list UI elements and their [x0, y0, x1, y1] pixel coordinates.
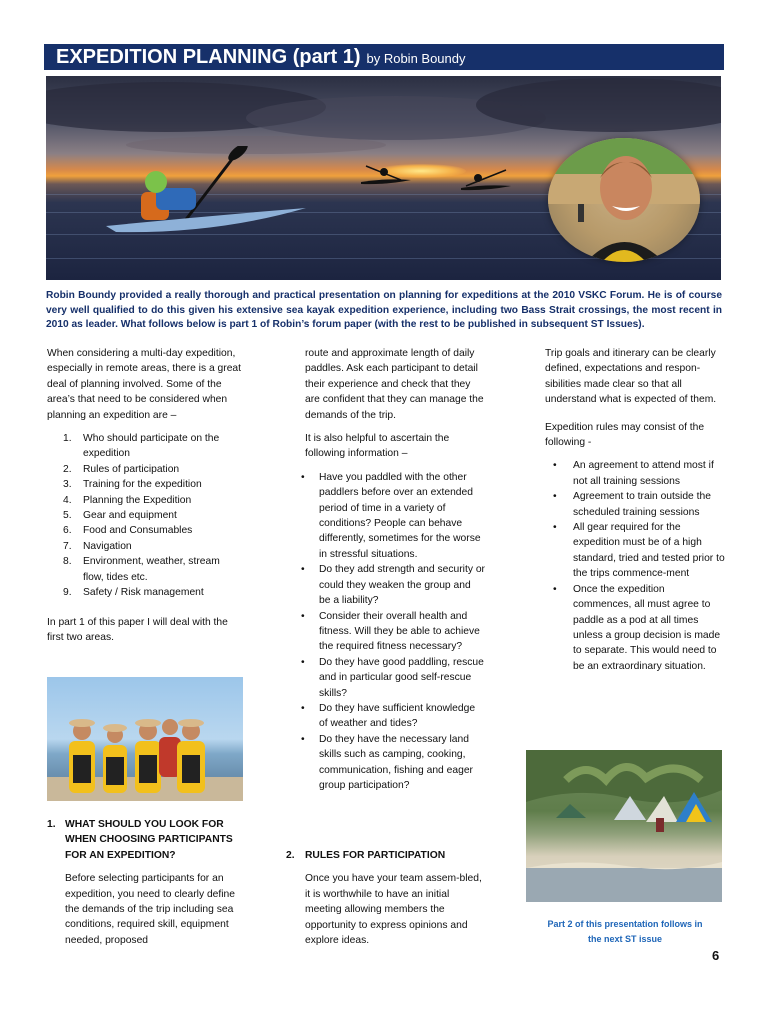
campsite-photo — [526, 750, 722, 902]
expedition-rules-list — [545, 458, 725, 674]
participant-questions-list — [301, 470, 485, 794]
continuation-paragraph: route and approximate length of daily paddles. Ask each participant to detail their experience and check that they are confident that they can manage the demands of the trip. — [305, 348, 484, 421]
bullet: • — [553, 583, 557, 595]
list-item: 4. Planning the Expedition — [63, 494, 192, 506]
section-1-paragraph: Before selecting participants for an expedition, you need to clearly define the demands of the trip including sea conditions, required skill, equipment needed, proposed — [65, 873, 236, 946]
group-photo — [47, 677, 243, 801]
bullet: • — [553, 522, 557, 534]
list-item: 6. Food and Consumables — [63, 525, 193, 537]
distant-kayaker-2 — [456, 168, 516, 192]
bullet: • — [301, 610, 305, 622]
article-title: EXPEDITION PLANNING (part 1) — [56, 46, 361, 68]
list-item: • Once the expedition commences, all must agree to paddle as a pod at all times unless a group decision is made to separate. This would need to be an extraordinary situation. — [553, 583, 721, 672]
column-3 — [545, 346, 725, 684]
distant-kayaker-1 — [356, 162, 416, 186]
bullet: • — [301, 702, 305, 714]
list-item: • All gear required for the expedition must be of a high standard, tried and tested prior to the trips commence-ment — [553, 522, 725, 580]
part1-paragraph: In part 1 of this paper I will deal with the first two areas. — [47, 616, 228, 643]
list-item: 7. Navigation — [63, 540, 132, 552]
continuation-note: Part 2 of this presentation follows in the next ST issue — [547, 919, 703, 944]
photo-caption: Robin Boundy provided a really thorough and practical presentation on planning for expeditions at the 2010 VSKC Forum. He is of course very well qualified to do this given his extensive sea kayak expedition experience, including two Bass Strait crossings, the most recent in 2010 as leader. What follows below is part 1 of Robin’s forum paper (with the rest to be published in subsequent ST Issues). — [46, 290, 722, 330]
list-item: 1. Who should participate on the expedition — [63, 433, 220, 460]
section-2 — [286, 848, 486, 956]
list-item: 3. Training for the expedition — [63, 479, 202, 491]
list-item: • Consider their overall health and fitness. Will they be able to achieve the required fitness necessary? — [301, 610, 480, 653]
list-item: 5. Gear and equipment — [63, 510, 177, 522]
list-item: 8. Environment, weather, stream flow, tides etc. — [63, 556, 220, 583]
helpful-paragraph: It is also helpful to ascertain the following information – — [305, 433, 450, 460]
section-2-heading: 2. RULES FOR PARTICIPATION — [286, 850, 446, 861]
section-2-paragraph: Once you have your team assem-bled, it is worthwhile to have an initial meeting allowing members the opportunity to express opinions and explore ideas. — [305, 873, 482, 947]
kayaker-silhouette — [86, 146, 326, 246]
list-item: • Do they have the necessary land skills such as camping, cooking, communication, fishing and eager group participation? — [301, 733, 473, 791]
rules-intro-paragraph: Expedition rules may consist of the following - — [545, 421, 705, 449]
trip-goals-paragraph: Trip goals and itinerary can be clearly defined, expectations and respon-sibilities made clear so that all understand what is expected of them. — [545, 348, 717, 406]
column-1 — [47, 346, 243, 653]
list-item: • Do they have sufficient knowledge of weather and tides? — [301, 702, 476, 730]
section-1-heading: 1. WHAT SHOULD YOU LOOK FOR WHEN CHOOSING PARTICIPANTS FOR AN EXPEDITION? — [47, 819, 233, 861]
list-item: • Do they add strength and security or could they weaken the group and be a liability? — [301, 564, 485, 607]
bullet: • — [301, 656, 305, 668]
title-bar — [44, 44, 724, 70]
author-portrait — [548, 138, 700, 262]
list-item: • Agreement to train outside the scheduled training sessions — [553, 491, 711, 518]
list-item: • Do they have good paddling, rescue and in particular good self-rescue skills? — [301, 656, 484, 699]
bullet: • — [553, 460, 557, 472]
sunset-kayak-photo — [46, 76, 721, 280]
column-2 — [301, 346, 485, 803]
section-1 — [47, 817, 243, 956]
list-item: • An agreement to attend most if not all training sessions — [553, 460, 714, 487]
bullet: • — [553, 491, 557, 503]
planning-areas-list — [63, 431, 243, 600]
list-item: 2. Rules of participation — [63, 463, 180, 475]
bullet: • — [301, 733, 305, 745]
article-byline: by Robin Boundy — [366, 51, 466, 66]
bullet: • — [301, 564, 305, 576]
list-item: • Have you paddled with the other paddlers before over an extended period of time in a variety of conditions? People can behave differently, sometimes for the worse in stressful situations. — [301, 471, 481, 560]
intro-paragraph: When considering a multi-day expedition, especially in remote areas, there is a great deal of planning involved. Some of the area’s that need to be considered when planning an expedition are – — [47, 348, 242, 421]
page-number: 6 — [712, 948, 720, 963]
bullet: • — [301, 471, 305, 483]
list-item: 9. Safety / Risk management — [63, 587, 204, 599]
